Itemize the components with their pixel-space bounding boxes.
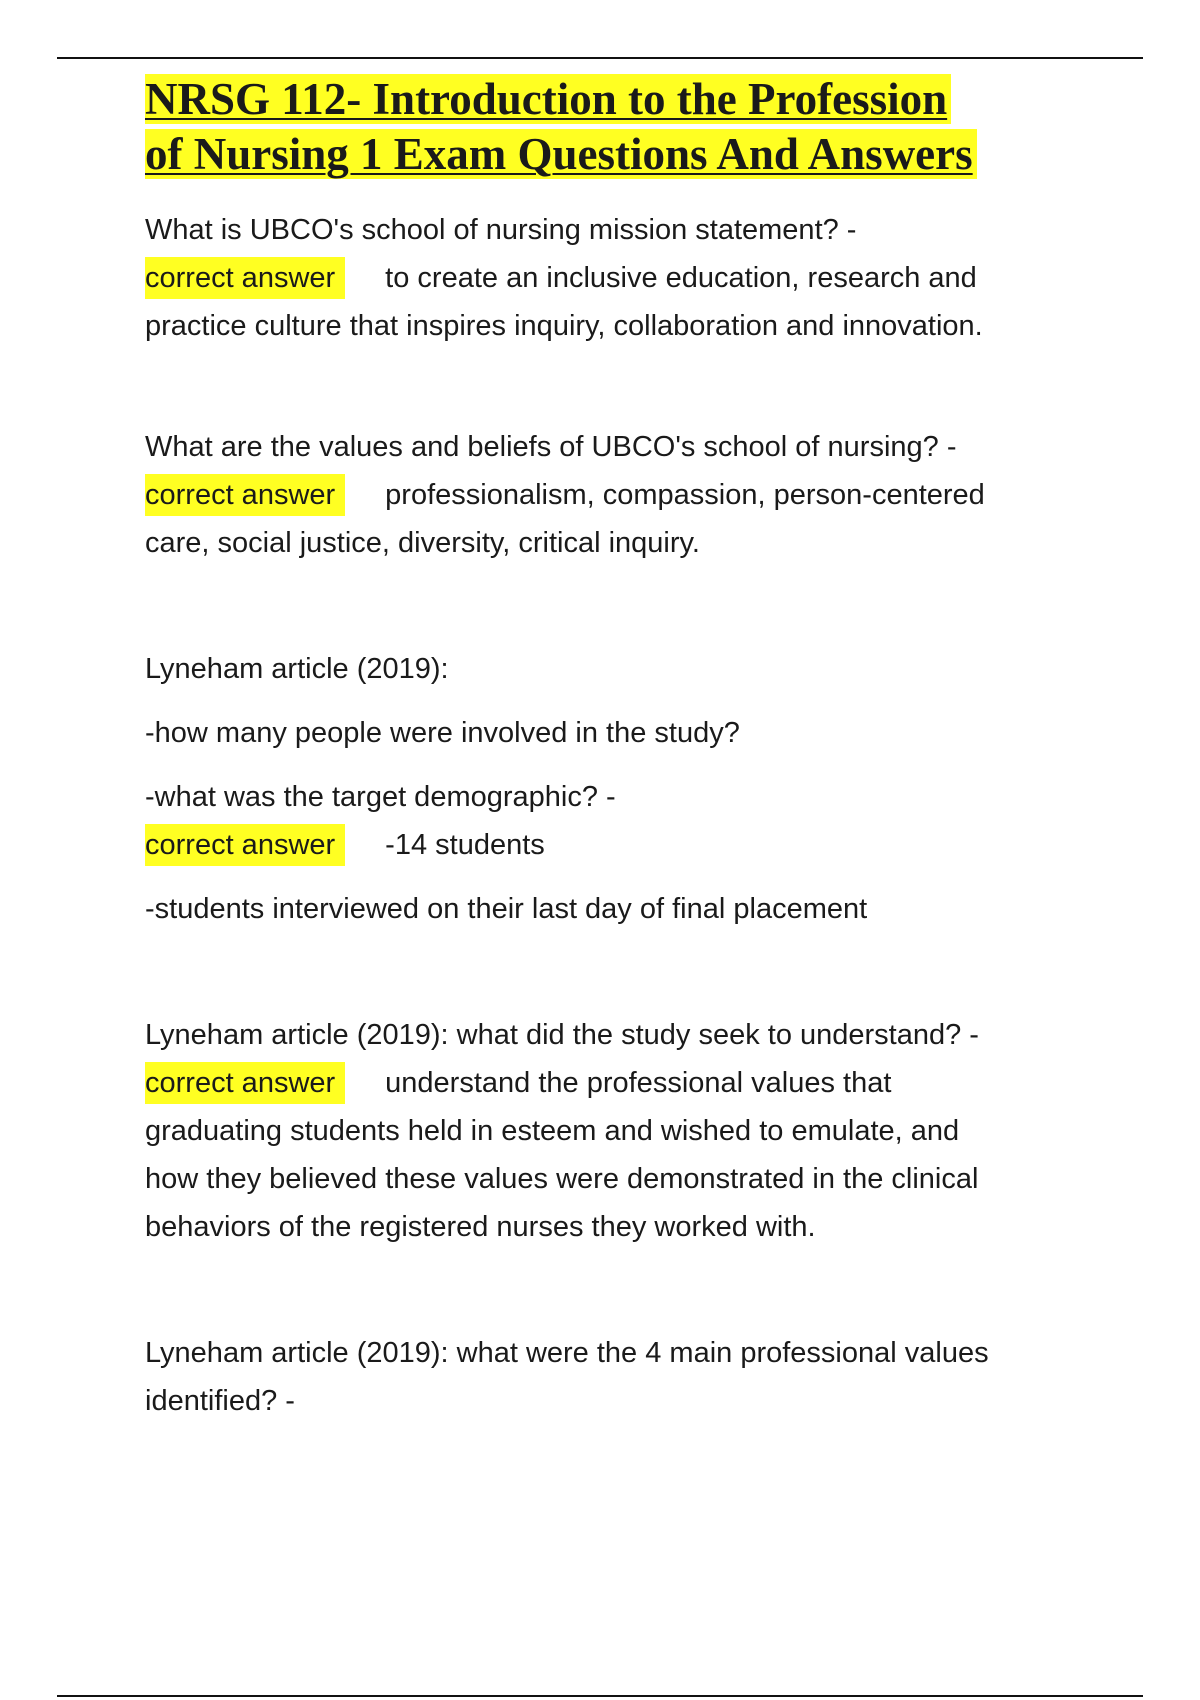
qa-item-3 bbox=[145, 645, 1085, 933]
question-line: Lyneham article (2019): what were the 4 main professional values bbox=[145, 1337, 989, 1369]
answer-text bbox=[145, 821, 1085, 869]
title-line-1: NRSG 112- Introduction to the Profession bbox=[145, 74, 951, 124]
qa-item-4 bbox=[145, 1011, 1085, 1251]
answer-line: -students interviewed on their last day of final placement bbox=[145, 893, 868, 925]
answer-line: behaviors of the registered nurses they worked with. bbox=[145, 1211, 816, 1243]
question-text: What are the values and beliefs of UBCO's school of nursing? - bbox=[145, 431, 957, 463]
correct-answer-tag: correct answer bbox=[145, 474, 345, 516]
correct-answer-tag: correct answer bbox=[145, 1062, 345, 1104]
qa-item-1 bbox=[145, 206, 1085, 350]
answer-text bbox=[145, 1059, 1085, 1107]
question-text: Lyneham article (2019): what did the study seek to understand? - bbox=[145, 1019, 979, 1051]
qa-item-5 bbox=[145, 1329, 1085, 1425]
answer-text bbox=[145, 471, 1085, 519]
answer-line: professionalism, compassion, person-centered bbox=[385, 479, 985, 511]
answer-text bbox=[145, 254, 1085, 302]
document-body bbox=[145, 72, 1085, 1425]
answer-line: -14 students bbox=[385, 829, 545, 861]
correct-answer-tag: correct answer bbox=[145, 257, 345, 299]
top-rule bbox=[57, 57, 1143, 59]
answer-line: care, social justice, diversity, critical inquiry. bbox=[145, 527, 700, 559]
question-line: -how many people were involved in the study? bbox=[145, 717, 740, 749]
title-line-2: of Nursing 1 Exam Questions And Answers bbox=[145, 129, 977, 179]
answer-line: to create an inclusive education, research and bbox=[385, 262, 977, 294]
qa-item-2 bbox=[145, 423, 1085, 567]
answer-line: how they believed these values were demonstrated in the clinical bbox=[145, 1163, 979, 1195]
question-text: What is UBCO's school of nursing mission statement? - bbox=[145, 214, 857, 246]
correct-answer-tag: correct answer bbox=[145, 824, 345, 866]
document-title bbox=[145, 72, 1085, 182]
answer-line: graduating students held in esteem and wished to emulate, and bbox=[145, 1115, 960, 1147]
bottom-rule bbox=[57, 1695, 1143, 1697]
answer-line: understand the professional values that bbox=[385, 1067, 892, 1099]
question-line: Lyneham article (2019): bbox=[145, 653, 449, 685]
question-line: -what was the target demographic? - bbox=[145, 781, 616, 813]
question-line: identified? - bbox=[145, 1385, 295, 1417]
answer-line: practice culture that inspires inquiry, collaboration and innovation. bbox=[145, 310, 983, 342]
